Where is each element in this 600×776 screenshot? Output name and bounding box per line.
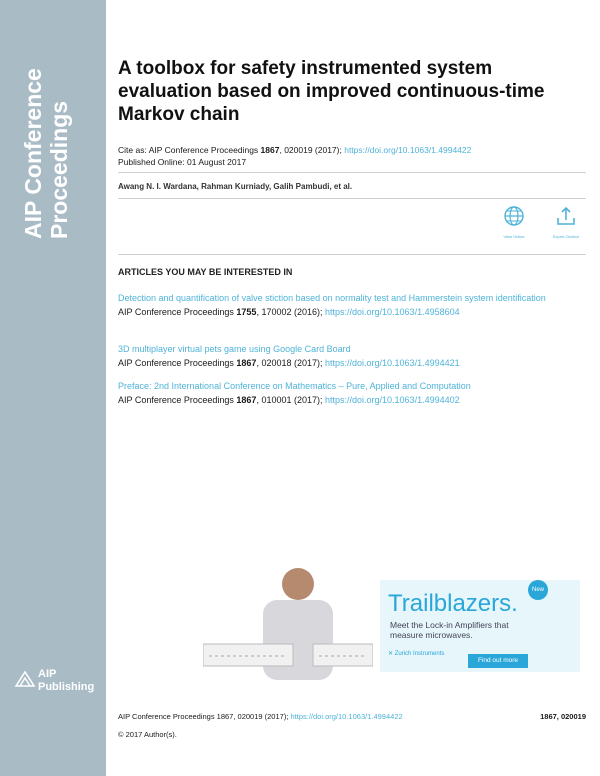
doi-link[interactable]: https://doi.org/10.1063/1.4994422 <box>344 145 472 155</box>
aip-logo-icon <box>14 668 36 690</box>
divider <box>118 198 586 199</box>
journal-sidebar <box>0 0 106 776</box>
export-icon <box>555 205 577 227</box>
divider <box>118 254 586 255</box>
advertisement-tagline: Meet the Lock-in Amplifiers that measure microwaves. <box>390 620 509 640</box>
citation-block: Cite as: AIP Conference Proceedings 1867, 020019 (2017); https://doi.org/10.1063/1.4994422 Published Online: 01 August 2017 <box>118 145 472 167</box>
doi-link[interactable]: https://doi.org/10.1063/1.4994402 <box>325 395 460 405</box>
related-article <box>118 343 578 369</box>
related-articles-heading: ARTICLES YOU MAY BE INTERESTED IN <box>118 267 293 277</box>
related-article-title[interactable]: 3D multiplayer virtual pets game using Google Card Board <box>118 344 351 354</box>
advertisement[interactable] <box>118 560 580 690</box>
journal-name: AIP Conference Proceedings <box>20 68 72 239</box>
export-citation-button[interactable]: Export Citation <box>546 205 586 239</box>
divider <box>118 172 586 173</box>
related-article-source: AIP Conference Proceedings 1755, 170002 (2016); https://doi.org/10.1063/1.4958604 <box>118 307 460 317</box>
copyright: © 2017 Author(s). <box>118 730 177 739</box>
advertisement-headline: Trailblazers. <box>388 590 518 617</box>
globe-icon <box>503 205 525 227</box>
doi-link[interactable]: https://doi.org/10.1063/1.4958604 <box>325 307 460 317</box>
related-article <box>118 292 578 318</box>
article-title: A toolbox for safety instrumented system evaluation based on improved continuous-time Markov chain <box>118 58 545 125</box>
doi-link[interactable]: https://doi.org/10.1063/1.4994421 <box>325 358 460 368</box>
published-date: Published Online: 01 August 2017 <box>118 157 247 167</box>
publisher-logo[interactable]: AIP Publishing <box>14 666 104 696</box>
page-footer: AIP Conference Proceedings 1867, 020019 (2017); https://doi.org/10.1063/1.4994422 1867, 020019 <box>118 712 586 721</box>
related-article-source: AIP Conference Proceedings 1867, 010001 (2017); https://doi.org/10.1063/1.4994402 <box>118 395 460 405</box>
brand-x-icon: ✕ <box>388 651 394 657</box>
related-article-source: AIP Conference Proceedings 1867, 020018 (2017); https://doi.org/10.1063/1.4994421 <box>118 358 460 368</box>
advertisement-photo <box>203 560 373 690</box>
find-out-more-button[interactable]: Find out more <box>468 654 528 668</box>
footer-doi-link[interactable]: https://doi.org/10.1063/1.4994422 <box>290 712 403 721</box>
zurich-instruments-logo: ✕ Zurich Instruments <box>388 651 445 657</box>
page-identifier: 1867, 020019 <box>540 712 586 721</box>
related-article-title[interactable]: Preface: 2nd International Conference on Mathematics – Pure, Applied and Computation <box>118 381 471 391</box>
new-badge: New <box>528 580 548 600</box>
related-article-title[interactable]: Detection and quantification of valve stiction based on normality test and Hammerstein system identification <box>118 293 546 303</box>
view-online-button[interactable]: View Online <box>494 205 534 239</box>
related-article <box>118 380 578 406</box>
authors[interactable]: Awang N. I. Wardana, Rahman Kurniady, Galih Pambudi, et al. <box>118 182 353 191</box>
